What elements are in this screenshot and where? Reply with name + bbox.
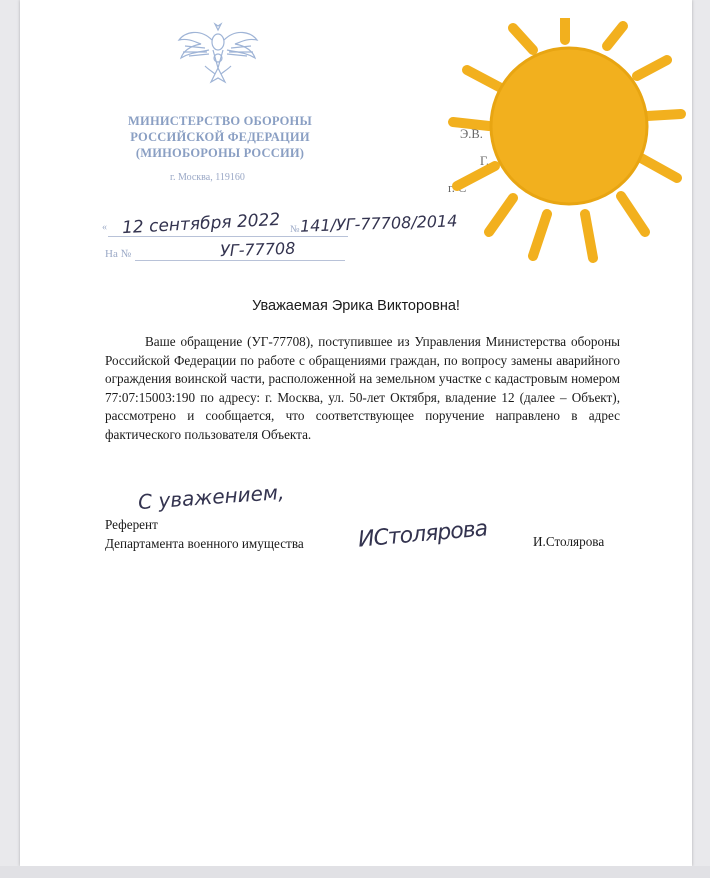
addressee-line: г. С [448,181,467,195]
handwritten-closing: С уважением, [137,479,286,515]
addressee-line: Г. [480,154,489,168]
letter-page [20,0,692,866]
signatory-title [105,515,304,553]
sun-icon [415,18,690,280]
addressee-line: Э.В. [460,127,483,141]
ministry-line: МИНИСТЕРСТВО ОБОРОНЫ [128,114,312,128]
number-label: № [290,224,300,235]
letter-body: Ваше обращение (УГ-77708), поступившее из Управления Министерства обороны Российской Федерации по работе с обращениями граждан, по вопросу замены аварийного ограждения воинской части, расположенной на земельном участке с кадастровым номером 77:07:15003:190 по адресу: г. Москва, ул. 50-лет Октября, владение 12 (далее – Объект), рассмотрено и сообщается, что соответствующее поручение направлено в адрес фактического пользователя Объекта. [105,334,620,442]
ministry-letterhead [100,113,340,161]
signatory-title-line: Референт [105,517,158,532]
ministry-line: (МИНОБОРОНЫ РОССИИ) [135,146,305,160]
handwritten-signature: ИСтолярова [357,516,489,553]
letterhead-city: г. Москва, 119160 [170,172,245,183]
handwritten-reply-number: УГ-77708 [219,238,296,261]
handwritten-outgoing-number: 141/УГ-77708/2014 [299,211,458,236]
date-quote-mark: « [102,222,107,233]
signatory-name: И.Столярова [533,534,605,549]
handwritten-date: 12 сентября 2022 [121,209,281,239]
eagle-emblem-icon [175,20,261,94]
letter-greeting: Уважаемая Эрика Викторовна! [252,298,460,314]
ministry-line: РОССИЙСКОЙ ФЕДЕРАЦИИ [130,130,310,144]
reply-underline [135,260,345,261]
signatory-title-line: Департамента военного имущества [105,536,304,551]
reply-number-label: На № [105,248,132,260]
page-bottom-strip [0,866,710,878]
